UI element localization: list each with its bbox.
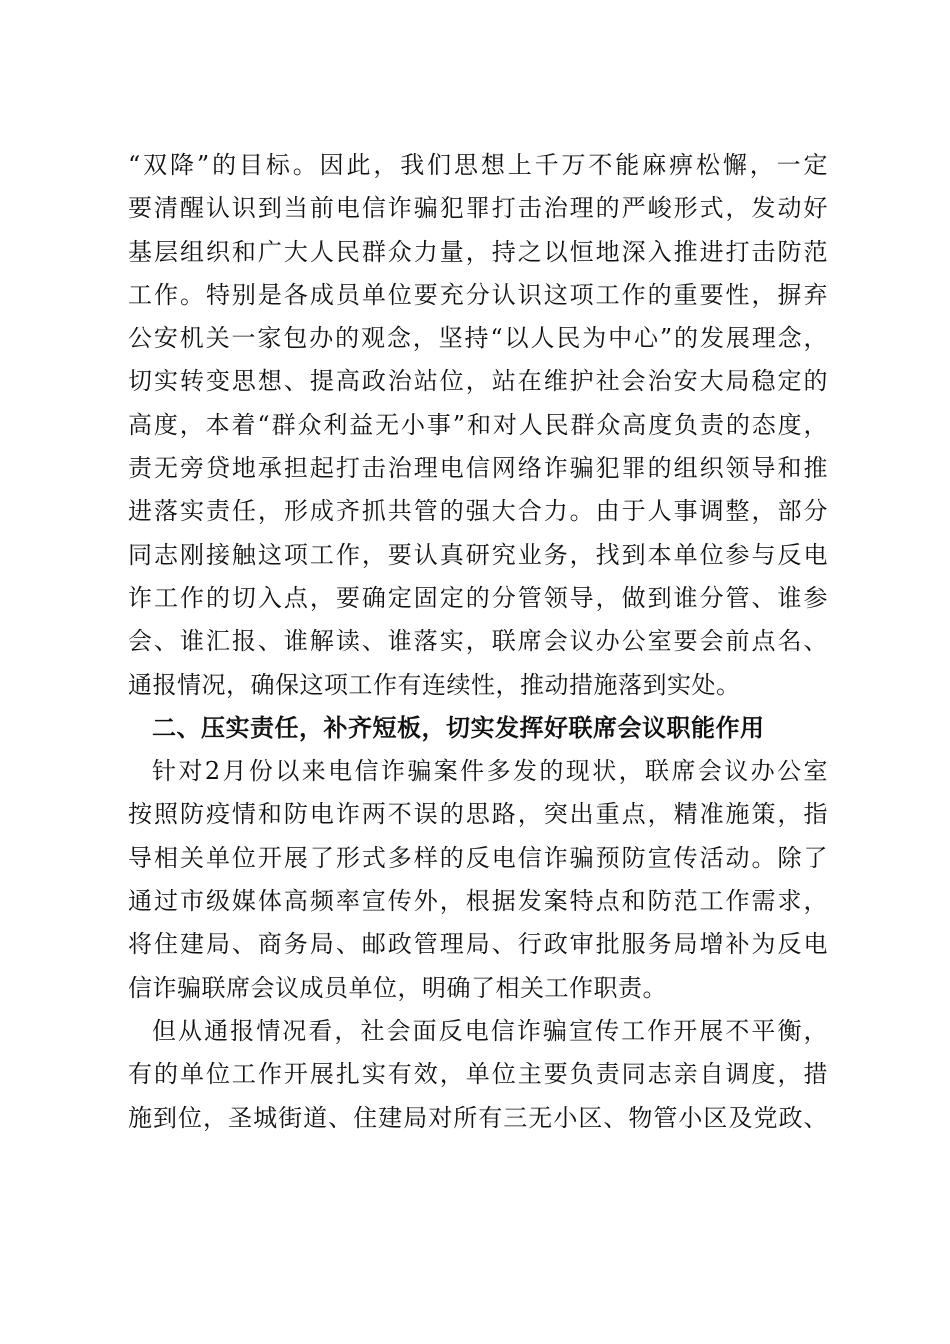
- text-line: 将住建局、商务局、邮政管理局、行政审批服务局增补为反电: [128, 930, 828, 959]
- text-line: 基层组织和广大人民群众力量，持之以恒地深入推进打击防范: [128, 237, 828, 266]
- text-line: 信诈骗联席会议成员单位，明确了相关工作职责。: [128, 973, 667, 1002]
- text-line: 诈工作的切入点，要确定固定的分管领导，做到谁分管、谁参: [128, 583, 828, 612]
- text-line: 责无旁贷地承担起打击治理电信网络诈骗犯罪的组织领导和推: [128, 454, 828, 483]
- text-line: 通报情况，确保这项工作有连续性，推动措施落到实处。: [128, 670, 741, 699]
- text-line: 导相关单位开展了形式多样的反电信诈骗预防宣传活动。除了: [128, 843, 828, 872]
- text-line: 按照防疫情和防电诈两不误的思路，突出重点，精准施策，指: [128, 800, 828, 829]
- text-line: 要清醒认识到当前电信诈骗犯罪打击治理的严峻形式，发动好: [128, 194, 828, 223]
- text-line: 同志刚接触这项工作，要认真研究业务，找到本单位参与反电: [128, 540, 828, 569]
- body-text: [128, 144, 828, 1140]
- text-line: 工作。特别是各成员单位要充分认识这项工作的重要性，摒弃: [128, 280, 828, 309]
- text-line: 切实转变思想、提高政治站位，站在维护社会治安大局稳定的: [128, 367, 828, 396]
- text-line: 有的单位工作开展扎实有效，单位主要负责同志亲自调度，措: [128, 1060, 828, 1089]
- text-line: 针对2月份以来电信诈骗案件多发的现状，联席会议办公室: [152, 757, 828, 786]
- text-line: 施到位，圣城街道、住建局对所有三无小区、物管小区及党政、: [128, 1103, 828, 1132]
- text-line: 进落实责任，形成齐抓共管的强大合力。由于人事调整，部分: [128, 497, 828, 526]
- text-line: 会、谁汇报、谁解读、谁落实，联席会议办公室要会前点名、: [128, 627, 828, 656]
- paragraph-outreach: [128, 750, 828, 1010]
- text-line: “双降”的目标。因此，我们思想上千万不能麻痹松懈，一定: [128, 151, 828, 179]
- text-line: 但从通报情况看，社会面反电信诈骗宣传工作开展不平衡，: [152, 1016, 828, 1045]
- text-line: 公安机关一家包办的观念，坚持“以人民为中心”的发展理念，: [128, 324, 828, 353]
- section-heading-2: 二、压实责任，补齐短板，切实发挥好联席会议职能作用: [152, 713, 765, 742]
- text-line: 通过市级媒体高频率宣传外，根据发案特点和防范工作需求，: [128, 887, 828, 916]
- paragraph-dual-reduction: [128, 144, 828, 707]
- text-line: 高度，本着“群众利益无小事”和对人民群众高度负责的态度，: [128, 410, 828, 439]
- paragraph-imbalance: [128, 1010, 828, 1140]
